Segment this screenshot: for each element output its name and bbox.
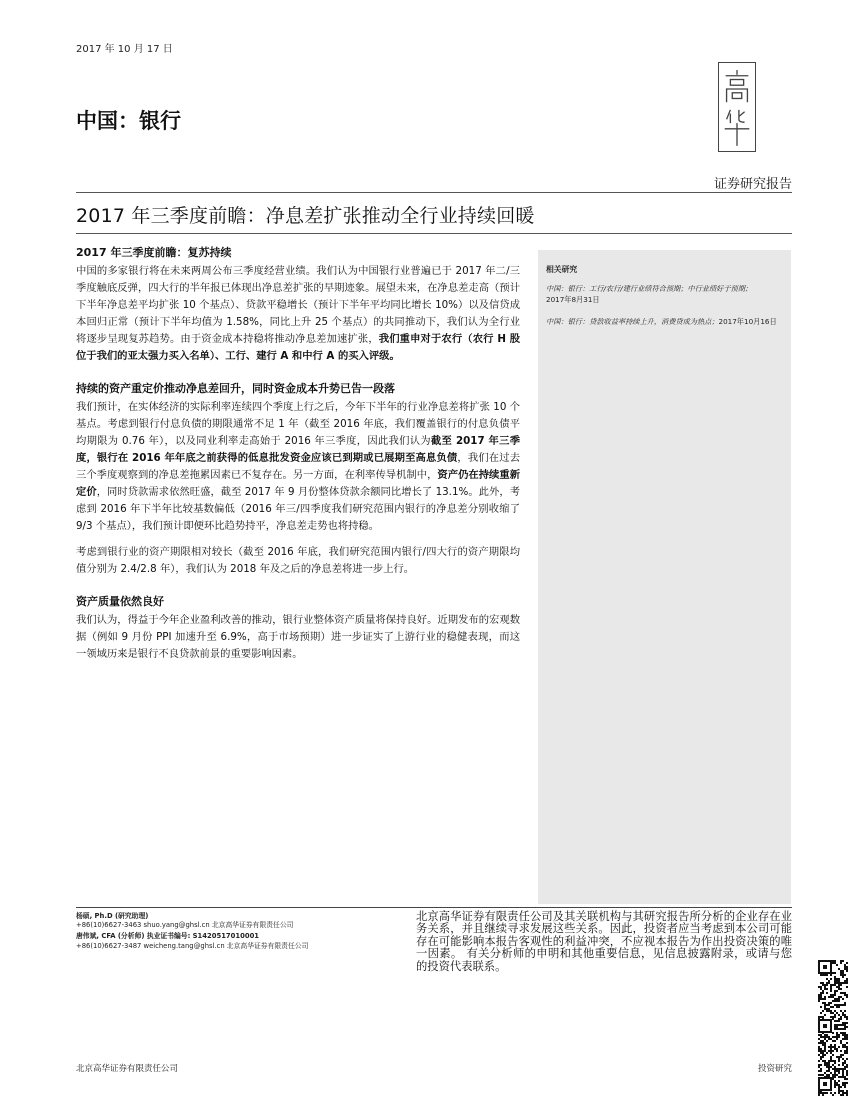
headline-divider [76,233,792,234]
related-research-panel [538,250,791,904]
section-heading: 资产质量依然良好 [76,595,164,608]
main-body [76,244,520,678]
analyst-name: 杨硕, Ph.D (研究助理) [76,912,149,920]
related-research-item[interactable] [546,283,783,305]
bold-text: 截至 2017 年三季度，银行在 2016 年年底之前获得的低息批发资金应该已到期或已展期至高息负债 [76,435,521,464]
qr-code-icon [818,960,848,1096]
analyst-contact[interactable]: +86(10)6627-3463 shuo.yang@ghsl.cn 北京高华证券有限责任公司 [76,921,294,930]
header-divider [76,192,792,193]
analyst-entry [76,932,406,950]
footer-company: 北京高华证券有限责任公司 [76,1064,179,1074]
related-research-date: 2017年8月31日 [546,295,600,304]
related-research-item[interactable] [546,316,783,327]
paragraph-text: ，我们在过去三个季度观察到的净息差拖累因素已不复存在。另一方面，在利率传导机制中， [76,452,521,481]
analyst-entry [76,912,406,930]
section-nim [76,380,520,578]
paragraph-text: 中国的多家银行将在未来两周公布三季度经营业绩。我们认为中国银行业普遍已于 2017 年二/三季度触底反弹，四大行的半年报已体现出净息差扩张的早期迹象。展望未来，在净息差走高（预计下半年净息差平均扩张 10 个基点）、贷款平稳增长（预计下半年平均同比增长 10%）以及信贷成本回归正常（预计下半年均值为 1.58%，同比上升 25 个基点）的共同推动下，我们认为全行业将逐步呈现复苏趋势。由于资金成本持稳将推动净息差加速扩张， [76,265,520,345]
report-type-label: 证券研究报告 [713,177,792,192]
bold-text: 资产仍在持续重新定价 [76,469,521,498]
footer-divider [76,907,792,908]
section-title: 中国：银行 [76,109,181,133]
report-headline: 2017 年三季度前瞻：净息差扩张推动全行业持续回暖 [76,205,535,227]
section-heading: 持续的资产重定价推动净息差回升，同时资金成本升势已告一段落 [76,382,395,395]
paragraph [76,263,520,365]
section-heading: 2017 年三季度前瞻：复苏持续 [76,246,232,259]
section-asset-quality [76,593,520,663]
disclaimer-text: 北京高华证券有限责任公司及其关联机构与其研究报告所分析的企业存在业务关系，并且继续寻求发展这些关系。因此，投资者应当考虑到本公司可能存在可能影响本报告客观性的利益冲突，不应视本报告为作出投资决策的唯一因素。 有关分析师的申明和其他重要信息，见信息披露附录，或请与您的投资代表联系。 [416,910,792,973]
analyst-name: 唐伟斌, CFA (分析师) 执业证书编号: S1420517010001 [76,932,260,941]
report-date: 2017 年 10 月 17 日 [76,44,173,55]
paragraph [76,399,520,535]
analyst-contact[interactable]: +86(10)6627-3487 weicheng.tang@ghsl.cn 北京高华证券有限责任公司 [76,941,309,950]
paragraph: 我们认为，得益于今年企业盈利改善的推动，银行业整体资产质量将保持良好。近期发布的宏观数据（例如 9 月份 PPI 加速升至 6.9%，高于市场预期）进一步证实了上游行业的稳健表现，而这一领域历来是银行不良贷款前景的重要影响因素。 [76,614,520,660]
rating-statement: 我们重申对于农行（农行 H 股位于我们的亚太强力买入名单）、工行、建行 A 和中行 A 的买入评级。 [76,333,520,362]
related-research-title: 相关研究 [546,265,578,274]
footer-category: 投资研究 [757,1064,792,1074]
paragraph-text: ，同时贷款需求依然旺盛，截至 2017 年 9 月份整体贷款余额同比增长了 13.1%。此外，考虑到 2016 年下半年比较基数偏低（2016 年三/四季度我们研究范围内银行的净息差分别收缩了 9/3 个基点），我们预计即便环比趋势持平，净息差走势也将持稳。 [76,486,520,532]
related-research-date: 2017年10月16日 [718,317,777,326]
gaohua-logo-icon [718,62,756,152]
related-research-link[interactable]: 中国：银行：贷款收益率持续上升，消费贷成为热点； [546,317,719,326]
paragraph-text: 我们预计，在实体经济的实际利率连续四个季度上行之后，今年下半年的行业净息差将扩张 10 个基点。考虑到银行付息负债的期限通常不足 1 年（截至 2016 年底，我们覆盖银行的付息负债平均期限为 0.76 年），以及同业利率走高始于 2016 年三季度，因此我们认为 [76,401,520,447]
analyst-list [76,912,406,953]
paragraph: 考虑到银行业的资产期限相对较长（截至 2016 年底，我们研究范围内银行/四大行的资产期限均值分别为 2.4/2.8 年），我们认为 2018 年及之后的净息差将进一步上行。 [76,546,520,575]
section-outlook [76,244,520,365]
related-research-link[interactable]: 中国：银行：工行/农行/建行业绩符合预期；中行业绩好于预期； [546,284,753,293]
